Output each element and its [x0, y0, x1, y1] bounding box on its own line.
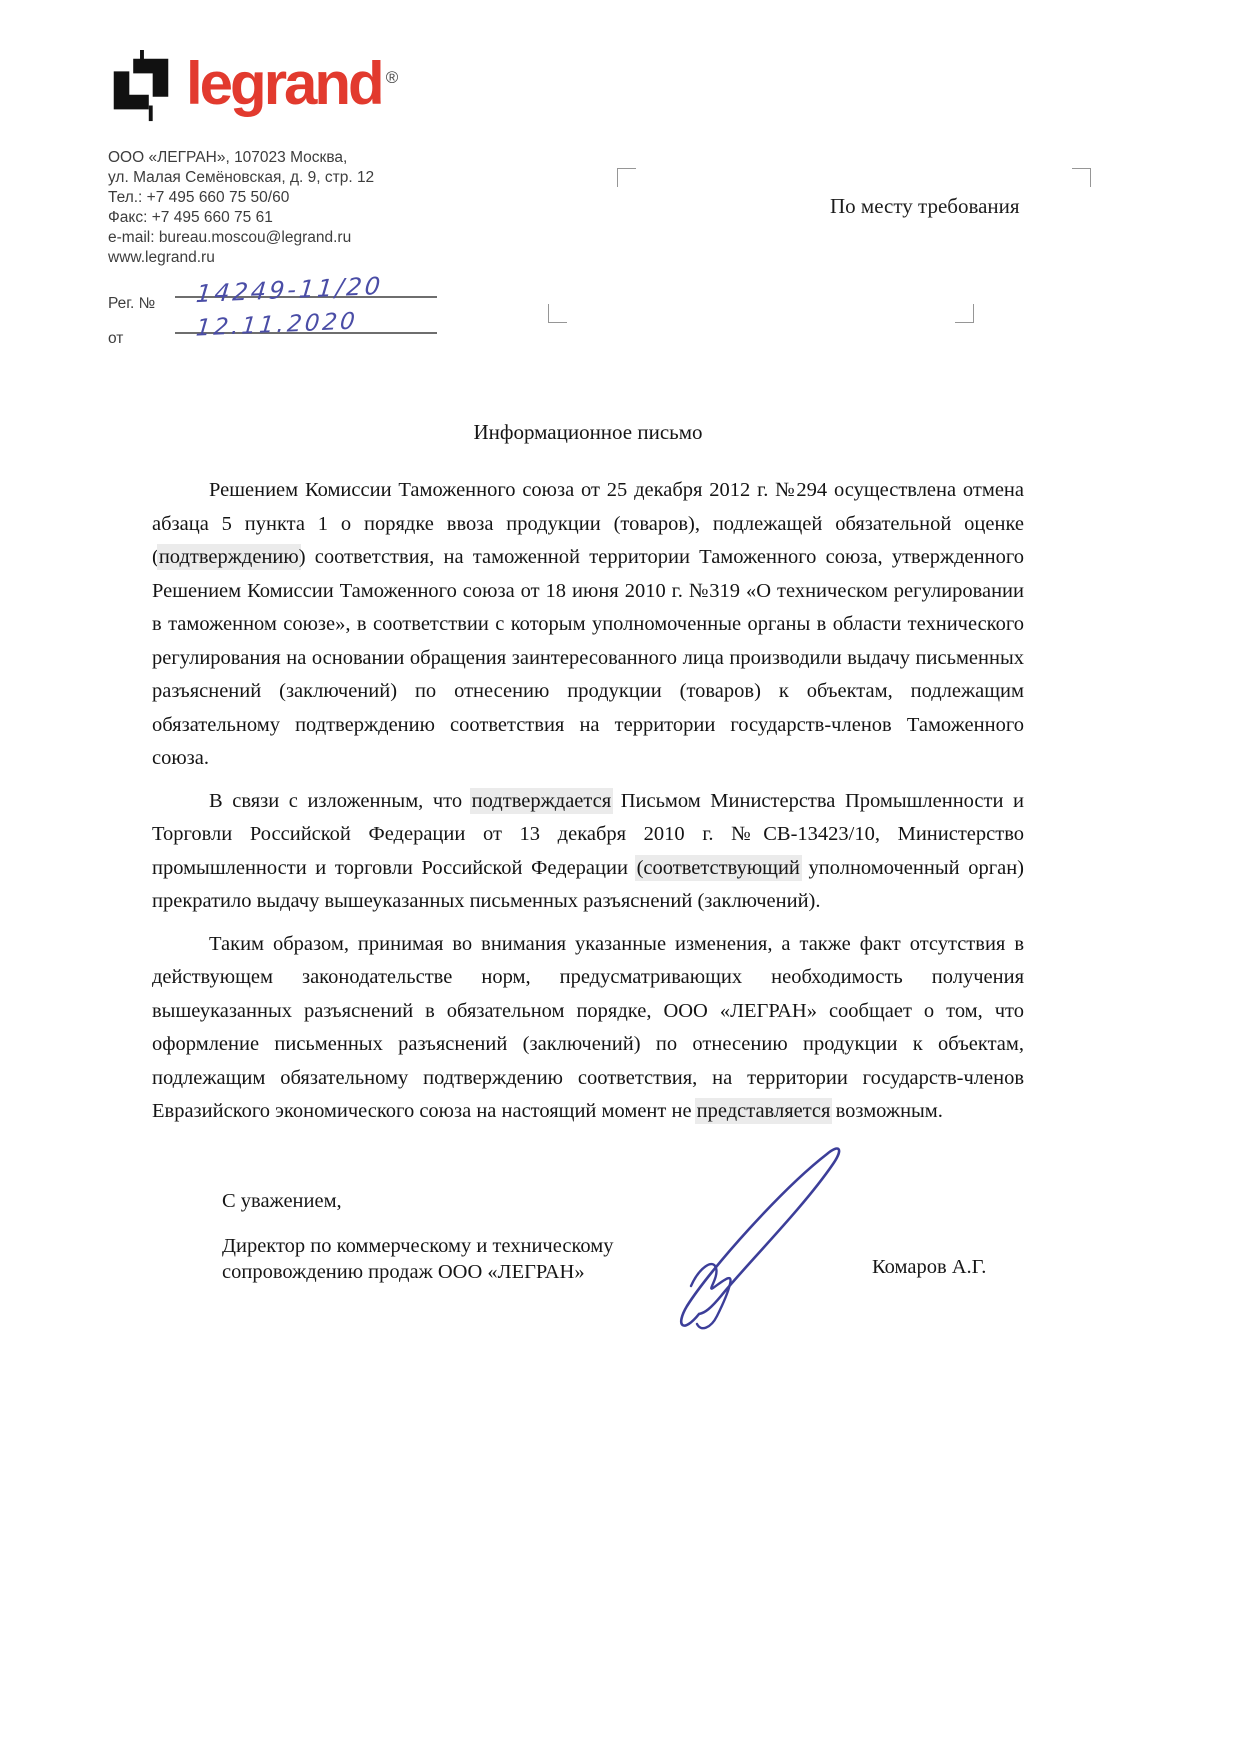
signer-name: Комаров А.Г. — [872, 1256, 987, 1278]
company-name-address: ООО «ЛЕГРАН», 107023 Москва, — [108, 149, 348, 166]
address-corner-top-left — [617, 168, 636, 187]
company-contact-block — [108, 148, 374, 268]
address-corner-bottom-right — [955, 304, 974, 323]
signature — [633, 1136, 883, 1336]
signer-position-line1: Директор по коммерческому и техническому — [222, 1235, 614, 1257]
legrand-mark-icon — [104, 50, 178, 124]
letter-body — [152, 474, 1024, 1138]
registered-trademark-symbol: ® — [385, 68, 399, 87]
company-street: ул. Малая Семёновская, д. 9, стр. 12 — [108, 169, 375, 186]
reg-number-row — [108, 295, 155, 313]
company-fax: Факс: +7 495 660 75 61 — [108, 209, 273, 226]
reg-number-label: Рег. № — [108, 295, 156, 312]
signer-position-line2: сопровождению продаж ООО «ЛЕГРАН» — [222, 1261, 585, 1283]
reg-date-label: от — [108, 330, 124, 347]
paragraph-1: Решением Комиссии Таможенного союза от 25 декабря 2012 г. №294 осуществлена отмена абзаца 5 пункта 1 о порядке ввоза продукции (товаров), подлежащей обязательной оценке (подтверждению) соответствия, на таможенной территории Таможенного союза, утвержденного Решением Комиссии Таможенного союза от 18 июня 2010 г. №319 «О техническом регулировании в таможенном союзе», в соответствии с которым уполномоченные органы в области технического регулирования на основании обращения заинтересованного лица производили выдачу письменных разъяснений (заключений) по отнесению продукции (товаров) к объектам, подлежащим обязательному подтверждению соответствия на территории государств-членов Таможенного союза. — [152, 479, 1024, 769]
company-phone: Тел.: +7 495 660 75 50/60 — [108, 189, 290, 206]
letter-title: Информационное письмо — [473, 420, 703, 444]
signer-position — [222, 1233, 613, 1285]
paragraph-3: Таким образом, принимая во внимания указанные изменения, а также факт отсутствия в действующем законодательстве норм, предусматривающих необходимость получения вышеуказанных разъяснений в обязательном порядке, ООО «ЛЕГРАН» сообщает о том, что оформление письменных разъяснений (заключений) по отнесению продукции к объектам, подлежащим обязательному подтверждению соответствия, на территории государств-членов Евразийского экономического союза на настоящий момент не представляется возможным. — [152, 932, 1024, 1122]
reg-number-handwritten-value: 14249-11/20 — [194, 271, 385, 309]
recipient-line: По месту требования — [830, 194, 1020, 218]
reg-date-handwritten-value: 12.11.2020 — [194, 308, 359, 342]
brand-text: legrand — [186, 50, 382, 117]
company-website: www.legrand.ru — [108, 249, 215, 266]
company-email: e-mail: bureau.moscou@legrand.ru — [108, 229, 352, 246]
paragraph-2: В связи с изложенным, что подтверждается Письмом Министерства Промышленности и Торговли Российской Федерации от 13 декабря 2010 г. №СВ-13423/10, Министерство промышленности и торговли Российской Федерации (соответствующий уполномоченный орган) прекратило выдачу вышеуказанных письменных разъяснений (заключений). — [152, 789, 1024, 912]
closing-salutation: С уважением, — [222, 1190, 342, 1212]
address-corner-top-right — [1072, 168, 1091, 187]
address-corner-bottom-left — [548, 304, 567, 323]
legrand-logo — [104, 50, 399, 124]
reg-date-row — [108, 330, 123, 348]
brand-wordmark — [186, 50, 399, 117]
